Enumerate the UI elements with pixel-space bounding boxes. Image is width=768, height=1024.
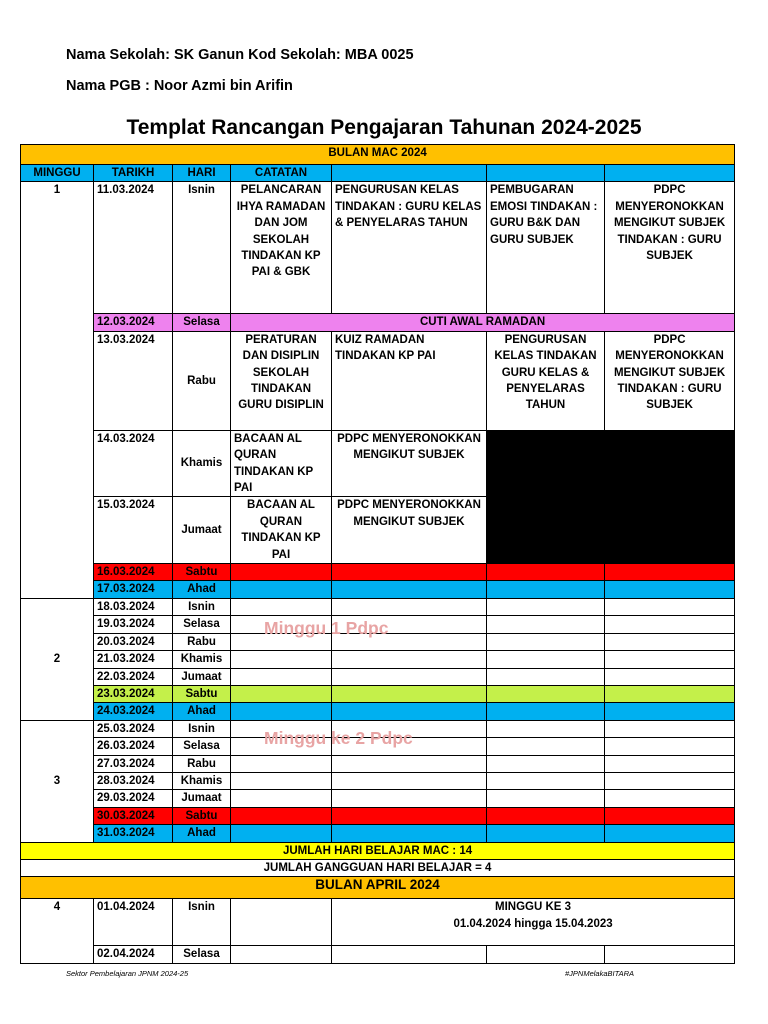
blacked-cell [605, 430, 735, 497]
day-cell: Sabtu [173, 685, 231, 702]
date-cell: 11.03.2024 [94, 182, 173, 314]
table-row [21, 668, 735, 685]
date-cell: 29.03.2024 [94, 790, 173, 807]
table-row [21, 430, 735, 497]
day-cell: Selasa [173, 314, 231, 331]
watermark-week2: Minggu ke 2 Pdpc [264, 728, 413, 748]
day-cell: Selasa [173, 616, 231, 633]
page-title: Templat Rancangan Pengajaran Tahunan 2024-2025 [126, 116, 642, 139]
day-cell: Isnin [173, 182, 231, 314]
day-cell: Khamis [173, 430, 231, 497]
table-row [21, 807, 735, 824]
activity-cell: BACAAN AL QURAN TINDAKAN KP PAI [231, 497, 332, 564]
school-name-line: Nama Sekolah: SK Ganun Kod Sekolah: MBA 0025 [66, 47, 414, 63]
date-cell: 28.03.2024 [94, 772, 173, 789]
date-cell: 25.03.2024 [94, 720, 173, 737]
column-header-row [21, 165, 735, 182]
activity-cell: PDPC MENYERONOKKAN MENGIKUT SUBJEK [332, 497, 487, 564]
week-number: 3 [21, 720, 94, 842]
footer-left: Sektor Pembelajaran JPNM 2024-25 [66, 969, 189, 978]
date-cell: 12.03.2024 [94, 314, 173, 331]
day-cell: Jumaat [173, 497, 231, 564]
day-cell: Rabu [173, 633, 231, 650]
table-row [21, 314, 735, 331]
watermark-week1: Minggu 1 Pdpc [264, 618, 389, 638]
month-header-mac: BULAN MAC 2024 [21, 145, 735, 165]
day-cell: Ahad [173, 581, 231, 598]
date-cell: 23.03.2024 [94, 685, 173, 702]
week-number: 4 [21, 899, 94, 963]
table-row [21, 581, 735, 598]
summary-school-days: JUMLAH HARI BELAJAR MAC : 14 [21, 842, 735, 859]
table-row [21, 182, 735, 314]
day-cell: Sabtu [173, 564, 231, 581]
table-row [21, 651, 735, 668]
week-note-line1: MINGGU KE 3 [495, 901, 572, 914]
footer-right: #JPNMelakaBITARA [565, 969, 635, 978]
day-cell: Sabtu [173, 807, 231, 824]
day-cell: Selasa [173, 946, 231, 963]
table-row [21, 331, 735, 430]
activity-cell: PENGURUSAN KELAS TINDAKAN : GURU KELAS & PENYELARAS TAHUN [332, 182, 487, 314]
day-cell: Khamis [173, 651, 231, 668]
date-cell: 19.03.2024 [94, 616, 173, 633]
activity-cell: PERATURAN DAN DISIPLIN SEKOLAH TINDAKAN GURU DISIPLIN [231, 331, 332, 430]
activity-cell: PDPC MENYERONOKKAN MENGIKUT SUBJEK TINDAKAN : GURU SUBJEK [605, 331, 735, 430]
col-tarikh: TARIKH [94, 165, 173, 182]
date-cell: 30.03.2024 [94, 807, 173, 824]
table-row [21, 703, 735, 720]
day-cell: Jumaat [173, 668, 231, 685]
date-cell: 20.03.2024 [94, 633, 173, 650]
date-cell: 15.03.2024 [94, 497, 173, 564]
day-cell: Isnin [173, 720, 231, 737]
blacked-cell [487, 497, 605, 564]
week-note-line2: 01.04.2024 hingga 15.04.2023 [453, 917, 613, 930]
blacked-cell [487, 430, 605, 497]
date-cell: 13.03.2024 [94, 331, 173, 430]
table-row [21, 755, 735, 772]
date-cell: 21.03.2024 [94, 651, 173, 668]
week-note [332, 899, 735, 946]
day-cell: Ahad [173, 703, 231, 720]
col-hari: HARI [173, 165, 231, 182]
activity-cell: PENGURUSAN KELAS TINDAKAN GURU KELAS & PENYELARAS TAHUN [487, 331, 605, 430]
holiday-note: CUTI AWAL RAMADAN [231, 314, 735, 331]
date-cell: 02.04.2024 [94, 946, 173, 963]
day-cell: Khamis [173, 772, 231, 789]
activity-cell: BACAAN AL QURAN TINDAKAN KP PAI [231, 430, 332, 497]
day-cell: Rabu [173, 331, 231, 430]
table-row [21, 899, 735, 946]
table-row [21, 790, 735, 807]
day-cell: Ahad [173, 825, 231, 842]
activity-cell: PELANCARAN IHYA RAMADAN DAN JOM SEKOLAH TINDAKAN KP PAI & GBK [231, 182, 332, 314]
activity-cell: PEMBUGARAN EMOSI TINDAKAN : GURU B&K DAN GURU SUBJEK [487, 182, 605, 314]
activity-cell: KUIZ RAMADAN TINDAKAN KP PAI [332, 331, 487, 430]
month-header-april: BULAN APRIL 2024 [21, 877, 735, 899]
summary-disruption-days: JUMLAH GANGGUAN HARI BELAJAR = 4 [21, 859, 735, 876]
table-row [21, 772, 735, 789]
date-cell: 17.03.2024 [94, 581, 173, 598]
teaching-plan-table [20, 144, 735, 964]
day-cell: Selasa [173, 738, 231, 755]
day-cell: Isnin [173, 899, 231, 946]
date-cell: 24.03.2024 [94, 703, 173, 720]
table-row [21, 685, 735, 702]
date-cell: 26.03.2024 [94, 738, 173, 755]
activity-cell: PDPC MENYERONOKKAN MENGIKUT SUBJEK TINDAKAN : GURU SUBJEK [605, 182, 735, 314]
week-number: 2 [21, 598, 94, 720]
table-row [21, 825, 735, 842]
date-cell: 14.03.2024 [94, 430, 173, 497]
blacked-cell [605, 497, 735, 564]
col-minggu: MINGGU [21, 165, 94, 182]
table-row [21, 497, 735, 564]
table-row [21, 564, 735, 581]
date-cell: 16.03.2024 [94, 564, 173, 581]
day-cell: Rabu [173, 755, 231, 772]
activity-cell: PDPC MENYERONOKKAN MENGIKUT SUBJEK [332, 430, 487, 497]
date-cell: 01.04.2024 [94, 899, 173, 946]
date-cell: 31.03.2024 [94, 825, 173, 842]
principal-name-line: Nama PGB : Noor Azmi bin Arifin [66, 78, 293, 94]
date-cell: 22.03.2024 [94, 668, 173, 685]
day-cell: Jumaat [173, 790, 231, 807]
table-row [21, 946, 735, 963]
date-cell: 27.03.2024 [94, 755, 173, 772]
week-number: 1 [21, 182, 94, 598]
table-row [21, 598, 735, 615]
col-catatan: CATATAN [231, 165, 332, 182]
day-cell: Isnin [173, 598, 231, 615]
date-cell: 18.03.2024 [94, 598, 173, 615]
